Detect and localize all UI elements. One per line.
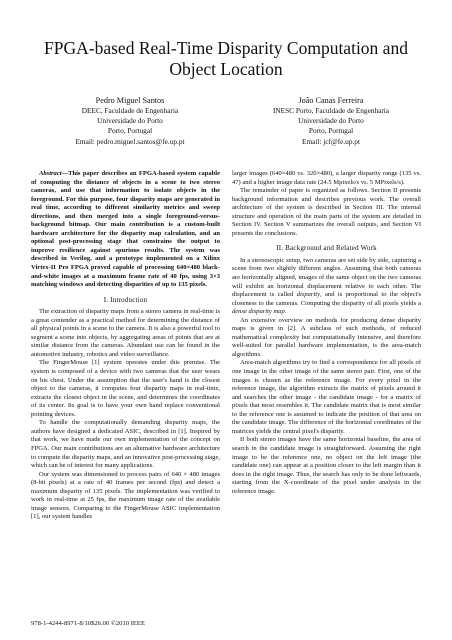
right-column	[232, 170, 421, 496]
author-city: Porto, Portugal	[308, 126, 354, 136]
author-university: Universidade do Porto	[298, 116, 364, 126]
paragraph: Our system was dimensioned to process pairs of 640 × 480 images (8-bit pixels) at a rate of 40 frames per second (fps) and detect a maximum disparity of 135 pixels. The implementation was verified to work in real-time at 25 fps, the maximum image rate of the available image sensors. Comparing to the FingerMouse ASIC implementation [1], our system handles	[31, 470, 220, 521]
text-run: , and is proportional to the object's closeness to the cameras. Computing the disparity of all pixels yields a	[232, 291, 421, 307]
author-name: Pedro Miguel Santos	[95, 96, 165, 105]
text-run: In a stereoscopic setup, two cameras are set side by side, capturing a scene from two slightly different angles. Assuming that both cameras are horizontally aligned, images of the same object on the two cameras will exhibit an horizontal displacement relative to each other. The displacement is called	[232, 256, 421, 299]
author-block-2	[241, 95, 421, 147]
term-disparity: disparity	[296, 291, 320, 299]
paragraph: If both stereo images have the same horizontal baseline, the area of search in the candidate image is straightforward. Assuming the right image to be the reference one, no object on the left image (the candidate one) can appear at a position closer to the left margin than it does in the right image. Thus, the search has only to be done leftwards, starting from the X-coordinate of the pixel under analysis in the reference image.	[232, 436, 421, 495]
paragraph: Area-match algorithms try to find a correspondence for all pixels of one image in the other image of the same stereo pair. First, one of the images is chosen as the reference image. For every pixel in the reference image, the algorithm extracts the matrix of pixels around it and searches the other image - the candidate image - for a matrix of pixels that most resembles it. The candidate matrix that is most similar to the reference one is assumed to indicate the position of that area on the candidate image. The difference of the horizontal coordinates of the matrices yields the central pixel's disparity.	[232, 359, 421, 435]
abstract-text: —This paper describes an FPGA-based system capable of computing the distance of objects in a scene to two stereo cameras, and use that information to isolate objects in the foreground. For this purpose, four disparity maps are generated in real time, according to different similarity metrics and sweep directions, and then merged into a single foreground-versus-background bitmap. Our main contribution is a custom-built hardware architecture for the disparity map calculation, and an optional post-processing stage that constrains the output to improve resilience against spurious results. The system was described in Verilog, and a prototype implemented on a Xilinx Virtex-II Pro FPGA proved capable of processing 640×480 black-and-white images at a maximum frame rate of 40 fps, using 3×3 matching windows and detecting disparities of up to 135 pixels.	[31, 170, 220, 289]
section-heading-background: II. Background and Related Work	[276, 244, 377, 253]
author-name: João Canas Ferreira	[298, 96, 364, 105]
copyright-footer: 978-1-4244-8971-8/10$26.00 ©2010 IEEE	[31, 620, 145, 627]
author-email: Email: jcf@fe.up.pt	[302, 136, 360, 146]
paragraph: The extraction of disparity maps from a stereo camera in real-time is a great contender as a practical method for determining the distance of all physical points in a scene to the camera. It is also a powerful tool to segment a scene into objects, by aggregating areas of points that are at similar distance from the cameras. Abundant use can be found in the automotive industry, robotics and video surveillance.	[31, 308, 220, 358]
abstract	[31, 170, 220, 290]
paper-title: FPGA-based Real-Time Disparity Computation and Object Location	[44, 38, 408, 79]
author-affiliation: INESC Porto, Faculdade de Engenharia	[272, 106, 390, 115]
term-dense-disparity-map: dense disparity map	[232, 308, 285, 316]
text-run: .	[284, 308, 287, 316]
author-city: Porto, Portugal	[107, 126, 153, 136]
section-heading-introduction: I. Introduction	[103, 295, 148, 304]
paragraph: The remainder of paper is organized as follows. Section II presents background information and describes previous work. The overall architecture of the system is described in Section III. The internal structure and operation of the main parts of the system are detailed in Section IV. Section V summarizes the overall outputs, and Section VI presents the conclusions.	[232, 187, 421, 237]
abstract-label: Abstract	[39, 170, 62, 177]
left-column	[31, 170, 220, 522]
paragraph: An extensive overview on methods for producing dense disparity maps is given in [2]. A subclass of such methods, of reduced mathematical complexity but computationally intensive, and therefore well-suited for parallel hardware implementation, is the area-match algorithms.	[232, 316, 421, 358]
paragraph	[232, 257, 421, 317]
author-university: Universidade do Porto	[97, 116, 163, 126]
author-affiliation: DEEC, Faculdade de Engenharia	[81, 106, 179, 115]
paragraph: larger images (640×480 vs. 320×480), a larger disparity range (135 vs. 47) and a higher image data rate (24.5 Mpixels/s vs. 5 MPixels/s).	[232, 170, 421, 186]
paragraph: To handle the computationally demanding disparity maps, the authors have designed a dedicated ASIC, described in [1]. Inspired by that work, we have made our own implementation of the concept on FPGA. Our main contributions are an alternative hardware architecture to compute the disparity maps, and an innovative post-processing stage, which can be of interest for many applications.	[31, 419, 220, 470]
author-block-1	[40, 95, 220, 147]
author-email: Email: pedro.miguel.santos@fe.up.pt	[75, 136, 185, 146]
paragraph: The FingerMouse [1] system operates under this premise. The system is composed of a device with two cameras that the user wears on his chest. Under the assumption that the user's hand is the closest object to the cameras, it computes four disparity maps in real-time, extracts the closest object in the scene, and determines the coordinates of its center. Its goal is to have your own hand replace conventional pointing devices.	[31, 359, 220, 418]
